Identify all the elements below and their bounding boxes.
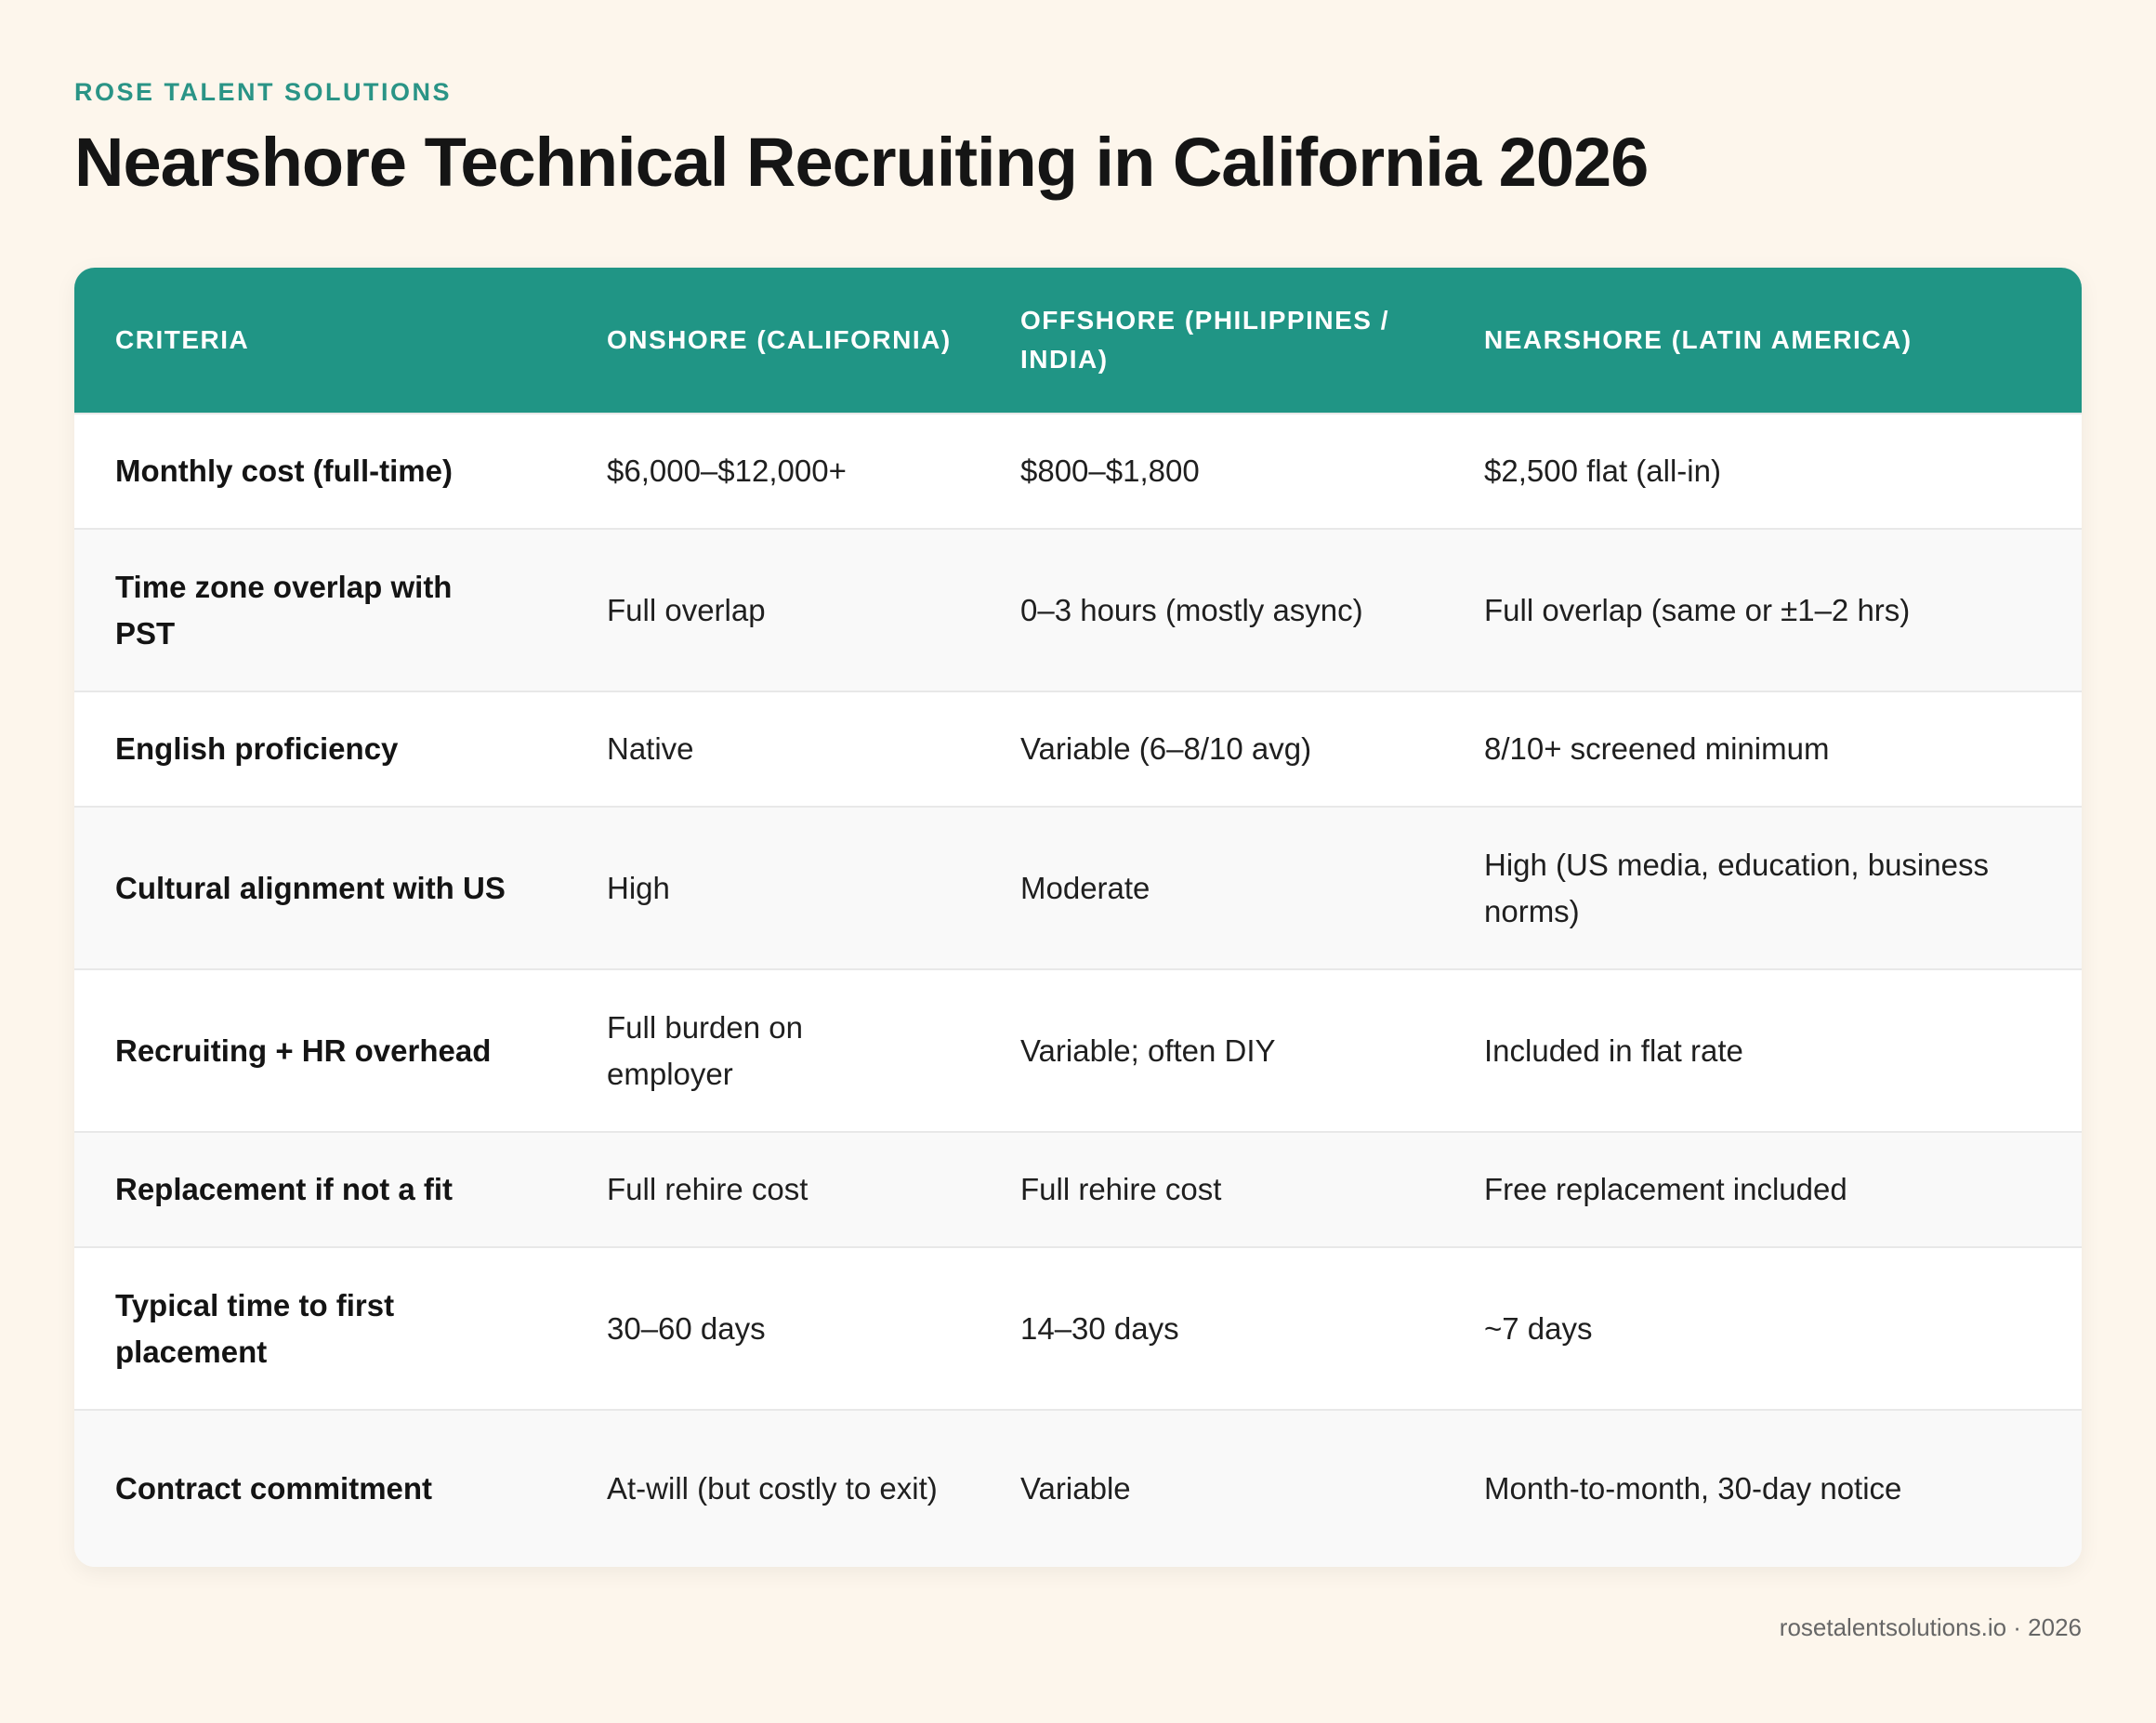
offshore-cell: Moderate xyxy=(1020,870,1150,905)
nearshore-cell: ~7 days xyxy=(1484,1310,1593,1346)
offshore-cell: Variable (6–8/10 avg) xyxy=(1020,731,1312,766)
column-header-onshore: ONSHORE (CALIFORNIA) xyxy=(607,325,952,354)
column-header-nearshore: NEARSHORE (LATIN AMERICA) xyxy=(1484,325,1913,354)
table-row xyxy=(74,1131,2082,1246)
onshore-cell: At-will (but costly to exit) xyxy=(607,1471,938,1506)
brand-eyebrow: ROSE TALENT SOLUTIONS xyxy=(74,78,453,106)
table-row xyxy=(74,1409,2082,1567)
offshore-cell: $800–$1,800 xyxy=(1020,454,1200,488)
criteria-cell: Cultural alignment with US xyxy=(115,870,506,905)
offshore-cell: 0–3 hours (mostly async) xyxy=(1020,592,1363,627)
onshore-cell: $6,000–$12,000+ xyxy=(607,454,847,488)
criteria-cell: Monthly cost (full-time) xyxy=(115,454,453,488)
column-header-offshore: OFFSHORE (PHILIPPINES / INDIA) xyxy=(1020,306,1389,374)
table-row xyxy=(74,1246,2082,1409)
offshore-cell: Variable xyxy=(1020,1471,1131,1506)
column-header-criteria: CRITERIA xyxy=(115,325,250,354)
criteria-cell: Typical time to first placement xyxy=(115,1287,395,1369)
nearshore-cell: Full overlap (same or ±1–2 hrs) xyxy=(1484,592,1911,627)
criteria-cell: English proficiency xyxy=(115,731,399,766)
offshore-cell: Variable; often DIY xyxy=(1020,1032,1276,1068)
onshore-cell: Full burden on employer xyxy=(607,1009,803,1091)
nearshore-cell: Month-to-month, 30-day notice xyxy=(1484,1471,1902,1506)
criteria-cell: Contract commitment xyxy=(115,1471,433,1506)
table-row xyxy=(74,691,2082,806)
nearshore-cell: High (US media, education, business norms) xyxy=(1484,847,1989,928)
table-row xyxy=(74,413,2082,528)
table-row xyxy=(74,968,2082,1131)
criteria-cell: Recruiting + HR overhead xyxy=(115,1032,492,1068)
onshore-cell: 30–60 days xyxy=(607,1310,766,1346)
nearshore-cell: $2,500 flat (all-in) xyxy=(1484,454,1721,488)
footer-credit: rosetalentsolutions.io · 2026 xyxy=(1779,1613,2082,1641)
page-title: Nearshore Technical Recruiting in California 2026 xyxy=(74,124,1649,201)
onshore-cell: Full overlap xyxy=(607,592,766,627)
nearshore-cell: 8/10+ screened minimum xyxy=(1484,731,1830,766)
table-row xyxy=(74,806,2082,968)
comparison-table xyxy=(74,268,2082,1567)
criteria-cell: Replacement if not a fit xyxy=(115,1172,454,1206)
onshore-cell: Native xyxy=(607,731,694,766)
nearshore-cell: Free replacement included xyxy=(1484,1172,1847,1206)
offshore-cell: Full rehire cost xyxy=(1020,1172,1222,1206)
nearshore-cell: Included in flat rate xyxy=(1484,1032,1743,1068)
table-row xyxy=(74,528,2082,691)
table-header-row xyxy=(74,268,2082,413)
onshore-cell: Full rehire cost xyxy=(607,1172,808,1206)
offshore-cell: 14–30 days xyxy=(1020,1310,1179,1346)
onshore-cell: High xyxy=(607,870,670,905)
criteria-cell: Time zone overlap with PST xyxy=(115,569,453,651)
